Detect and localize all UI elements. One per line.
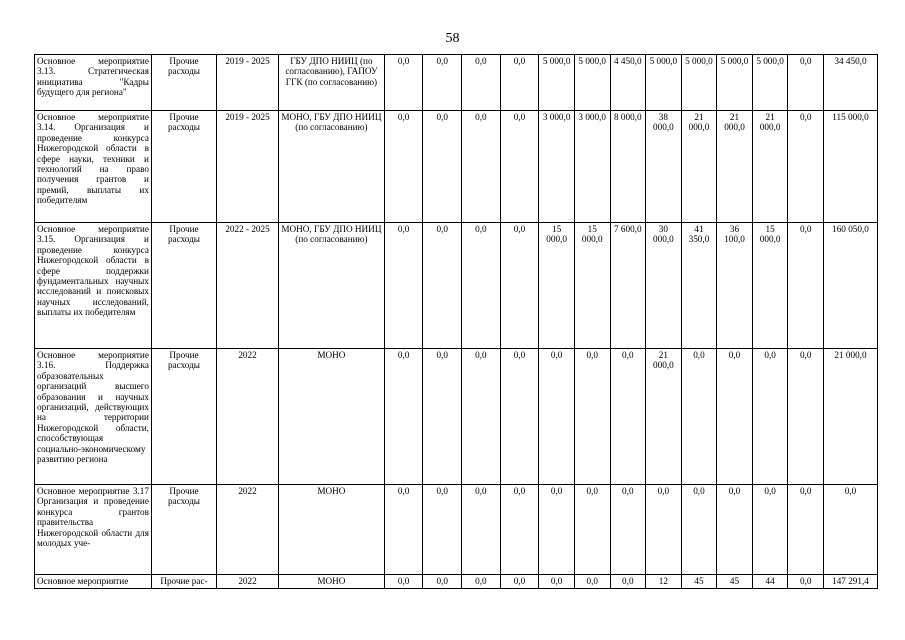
- amount-cell: 45: [681, 575, 717, 589]
- expense-type-cell: Прочие расходы: [151, 111, 216, 223]
- amount-cell: 5 000,0: [681, 55, 717, 111]
- amount-cell: 0,0: [500, 485, 539, 575]
- total-cell: 21 000,0: [823, 349, 877, 485]
- amount-cell: 5 000,0: [752, 55, 788, 111]
- amount-cell: 0,0: [788, 223, 824, 349]
- total-cell: 34 450,0: [823, 55, 877, 111]
- amount-cell: 0,0: [462, 485, 501, 575]
- amount-cell: 21 000,0: [646, 349, 682, 485]
- amount-cell: 0,0: [423, 223, 462, 349]
- amount-cell: 0,0: [681, 485, 717, 575]
- amount-cell: 0,0: [423, 485, 462, 575]
- amount-cell: 3 000,0: [574, 111, 610, 223]
- years-cell: 2019 - 2025: [217, 111, 279, 223]
- amount-cell: 0,0: [423, 349, 462, 485]
- amount-cell: 0,0: [717, 485, 753, 575]
- amount-cell: 0,0: [384, 349, 423, 485]
- amount-cell: 21 000,0: [681, 111, 717, 223]
- executor-cell: МОНО, ГБУ ДПО НИИЦ (по согласованию): [279, 111, 385, 223]
- amount-cell: 5 000,0: [574, 55, 610, 111]
- amount-cell: 0,0: [539, 485, 575, 575]
- amount-cell: 0,0: [462, 111, 501, 223]
- executor-cell: МОНО, ГБУ ДПО НИИЦ (по согласованию): [279, 223, 385, 349]
- amount-cell: 0,0: [574, 575, 610, 589]
- amount-cell: 0,0: [423, 111, 462, 223]
- amount-cell: 0,0: [610, 575, 646, 589]
- years-cell: 2022: [217, 349, 279, 485]
- amount-cell: 0,0: [646, 485, 682, 575]
- expense-type-cell: Прочие расходы: [151, 223, 216, 349]
- amount-cell: 0,0: [574, 349, 610, 485]
- executor-cell: МОНО: [279, 575, 385, 589]
- amount-cell: 0,0: [462, 575, 501, 589]
- amount-cell: 30 000,0: [646, 223, 682, 349]
- amount-cell: 0,0: [423, 575, 462, 589]
- table-row: [35, 55, 878, 111]
- amount-cell: 0,0: [574, 485, 610, 575]
- amount-cell: 0,0: [788, 485, 824, 575]
- amount-cell: 0,0: [462, 55, 501, 111]
- years-cell: 2022: [217, 575, 279, 589]
- amount-cell: 0,0: [384, 111, 423, 223]
- amount-cell: 0,0: [500, 349, 539, 485]
- amount-cell: 0,0: [462, 223, 501, 349]
- table-row: [35, 485, 878, 575]
- table-row: [35, 223, 878, 349]
- event-name-cell: Основное мероприятие 3.17 Организация и проведение конкурса грантов правительства Нижегородской области для молодых уче-: [35, 485, 152, 575]
- amount-cell: 0,0: [681, 349, 717, 485]
- amount-cell: 0,0: [462, 349, 501, 485]
- amount-cell: 0,0: [500, 111, 539, 223]
- budget-table: [34, 54, 878, 589]
- amount-cell: 4 450,0: [610, 55, 646, 111]
- event-name-cell: Основное мероприятие 3.13. Стратегическая инициатива "Кадры будущего для региона": [35, 55, 152, 111]
- event-name-cell: Основное мероприятие 3.15. Организация и проведение конкурса Нижегородской области в сфере поддержки фундаментальных научных исследований и поисковых научных исследований, выплаты их победителям: [35, 223, 152, 349]
- amount-cell: 0,0: [384, 55, 423, 111]
- years-cell: 2022 - 2025: [217, 223, 279, 349]
- amount-cell: 36 100,0: [717, 223, 753, 349]
- amount-cell: 7 600,0: [610, 223, 646, 349]
- expense-type-cell: Прочие расходы: [151, 349, 216, 485]
- amount-cell: 15 000,0: [539, 223, 575, 349]
- amount-cell: 5 000,0: [646, 55, 682, 111]
- amount-cell: 0,0: [500, 55, 539, 111]
- amount-cell: 15 000,0: [574, 223, 610, 349]
- total-cell: 160 050,0: [823, 223, 877, 349]
- amount-cell: 0,0: [752, 485, 788, 575]
- total-cell: 115 000,0: [823, 111, 877, 223]
- table-row: [35, 349, 878, 485]
- expense-type-cell: Прочие расходы: [151, 55, 216, 111]
- amount-cell: 21 000,0: [752, 111, 788, 223]
- amount-cell: 0,0: [384, 575, 423, 589]
- amount-cell: 0,0: [788, 55, 824, 111]
- amount-cell: 0,0: [717, 349, 753, 485]
- amount-cell: 15 000,0: [752, 223, 788, 349]
- amount-cell: 0,0: [384, 485, 423, 575]
- amount-cell: 0,0: [539, 575, 575, 589]
- expense-type-cell: Прочие рас-: [151, 575, 216, 589]
- total-cell: 147 291,4: [823, 575, 877, 589]
- amount-cell: 0,0: [788, 575, 824, 589]
- amount-cell: 41 350,0: [681, 223, 717, 349]
- amount-cell: 45: [717, 575, 753, 589]
- amount-cell: 0,0: [610, 349, 646, 485]
- amount-cell: 12: [646, 575, 682, 589]
- table-row: [35, 111, 878, 223]
- amount-cell: 5 000,0: [717, 55, 753, 111]
- executor-cell: ГБУ ДПО НИИЦ (по согласованию), ГАПОУ ГГК (по согласованию): [279, 55, 385, 111]
- amount-cell: 8 000,0: [610, 111, 646, 223]
- years-cell: 2022: [217, 485, 279, 575]
- amount-cell: 5 000,0: [539, 55, 575, 111]
- years-cell: 2019 - 2025: [217, 55, 279, 111]
- executor-cell: МОНО: [279, 349, 385, 485]
- amount-cell: 0,0: [610, 485, 646, 575]
- executor-cell: МОНО: [279, 485, 385, 575]
- amount-cell: 44: [752, 575, 788, 589]
- amount-cell: 3 000,0: [539, 111, 575, 223]
- amount-cell: 0,0: [752, 349, 788, 485]
- amount-cell: 0,0: [788, 349, 824, 485]
- amount-cell: 38 000,0: [646, 111, 682, 223]
- amount-cell: 0,0: [423, 55, 462, 111]
- page-number: 58: [445, 31, 460, 46]
- amount-cell: 21 000,0: [717, 111, 753, 223]
- event-name-cell: Основное мероприятие: [35, 575, 152, 589]
- table-row: [35, 575, 878, 589]
- amount-cell: 0,0: [500, 223, 539, 349]
- event-name-cell: Основное мероприятие 3.14. Организация и проведение конкурса Нижегородской области в сфере науки, техники и технологий на право получения грантов и премий, выплаты их победителям: [35, 111, 152, 223]
- amount-cell: 0,0: [539, 349, 575, 485]
- expense-type-cell: Прочие расходы: [151, 485, 216, 575]
- amount-cell: 0,0: [500, 575, 539, 589]
- amount-cell: 0,0: [384, 223, 423, 349]
- amount-cell: 0,0: [788, 111, 824, 223]
- total-cell: 0,0: [823, 485, 877, 575]
- event-name-cell: Основное мероприятие 3.16. Поддержка образовательных организаций высшего образования и научных организаций, действующих на территории Нижегородской области, способствующая социально-экономическому развитию региона: [35, 349, 152, 485]
